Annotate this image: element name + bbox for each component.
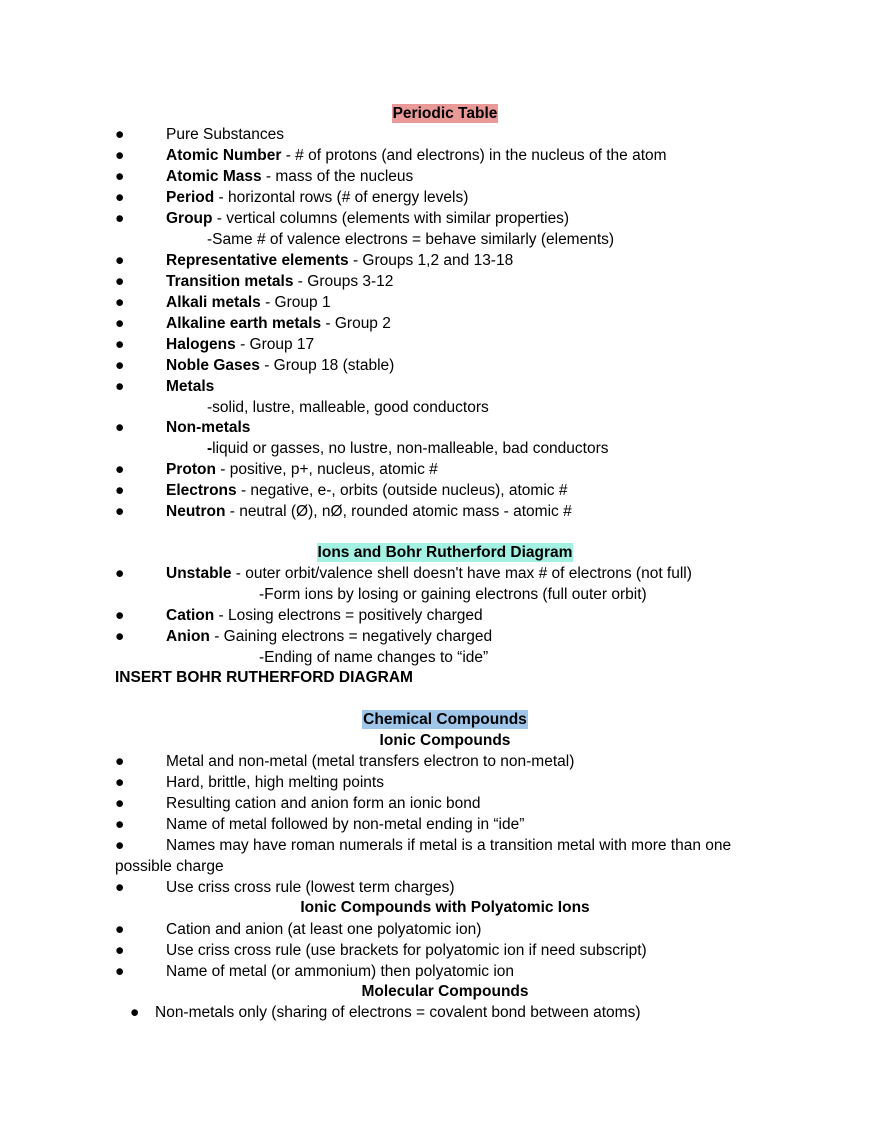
term: Period bbox=[166, 189, 215, 206]
ionic-item-wrap: possible charge bbox=[115, 858, 224, 875]
ionic-item-text bbox=[166, 878, 455, 897]
periodic-item bbox=[0, 481, 880, 500]
term: Atomic Number bbox=[166, 147, 282, 164]
periodic-item bbox=[0, 418, 880, 437]
bullet-icon: ● bbox=[115, 607, 125, 624]
unstable-note: -Form ions by losing or gaining electrons (full outer orbit) bbox=[259, 586, 647, 603]
section-title-ions: Ions and Bohr Rutherford Diagram bbox=[317, 544, 573, 561]
bullet-icon: ● bbox=[115, 168, 125, 185]
periodic-item-text bbox=[166, 356, 394, 375]
ions-item-text bbox=[166, 606, 483, 625]
periodic-item bbox=[0, 209, 880, 228]
definition: - Group 2 bbox=[321, 315, 391, 332]
ionic-item-text bbox=[166, 752, 574, 771]
polyatomic-item bbox=[0, 941, 880, 960]
bullet-icon: ● bbox=[115, 879, 125, 896]
subheading-polyatomic: Ionic Compounds with Polyatomic Ions bbox=[300, 899, 590, 916]
periodic-item-text bbox=[166, 146, 667, 165]
bullet-icon: ● bbox=[115, 378, 125, 395]
periodic-item bbox=[0, 502, 880, 521]
bullet-icon: ● bbox=[115, 419, 125, 436]
term: Metals bbox=[166, 378, 215, 395]
ionic-item bbox=[0, 878, 880, 897]
periodic-item-text bbox=[166, 209, 569, 228]
term: Atomic Mass bbox=[166, 168, 262, 185]
bullet-icon: ● bbox=[115, 273, 125, 290]
section-title-chemical-compounds: Chemical Compounds bbox=[363, 711, 527, 728]
definition: Resulting cation and anion form an ionic bond bbox=[166, 795, 481, 812]
definition: - positive, p+, nucleus, atomic # bbox=[215, 461, 438, 478]
polyatomic-item-text bbox=[166, 920, 481, 939]
polyatomic-item bbox=[0, 962, 880, 981]
periodic-item bbox=[0, 356, 880, 375]
bullet-icon: ● bbox=[115, 921, 125, 938]
periodic-item-text bbox=[166, 418, 250, 437]
term: Noble Gases bbox=[166, 357, 260, 374]
definition: - Gaining electrons = negatively charged bbox=[209, 628, 493, 645]
bullet-icon: ● bbox=[115, 942, 125, 959]
definition: Metal and non-metal (metal transfers electron to non-metal) bbox=[166, 753, 575, 770]
periodic-item-text bbox=[166, 460, 438, 479]
ionic-item-text bbox=[166, 794, 481, 813]
ionic-item bbox=[0, 752, 880, 771]
term: Unstable bbox=[166, 565, 232, 582]
definition: - Group 17 bbox=[235, 336, 315, 353]
periodic-item-text bbox=[166, 481, 567, 500]
bullet-icon: ● bbox=[115, 482, 125, 499]
bullet-icon: ● bbox=[115, 774, 125, 791]
periodic-item bbox=[0, 293, 880, 312]
definition: Hard, brittle, high melting points bbox=[166, 774, 384, 791]
bullet-icon: ● bbox=[115, 753, 125, 770]
periodic-item bbox=[0, 335, 880, 354]
bullet-icon: ● bbox=[115, 252, 125, 269]
definition: Non-metals only (sharing of electrons = covalent bond between atoms) bbox=[155, 1004, 641, 1021]
periodic-item-text bbox=[166, 188, 468, 207]
subheading-molecular: Molecular Compounds bbox=[361, 983, 529, 1000]
term: Neutron bbox=[166, 503, 226, 520]
definition: - Group 18 (stable) bbox=[259, 357, 395, 374]
definition: Names may have roman numerals if metal is a transition metal with more than one bbox=[166, 837, 732, 854]
bullet-icon: ● bbox=[115, 294, 125, 311]
periodic-item-text bbox=[166, 125, 284, 144]
group-note: -Same # of valence electrons = behave similarly (elements) bbox=[207, 231, 615, 248]
definition: - Groups 1,2 and 13-18 bbox=[348, 252, 514, 269]
term: Alkaline earth metals bbox=[166, 315, 322, 332]
term: Proton bbox=[166, 461, 216, 478]
nonmetals-note: -liquid or gasses, no lustre, non-malleable, bad conductors bbox=[207, 440, 609, 457]
periodic-item bbox=[0, 314, 880, 333]
term: Representative elements bbox=[166, 252, 349, 269]
term: Electrons bbox=[166, 482, 237, 499]
bullet-icon: ● bbox=[115, 147, 125, 164]
definition: Name of metal followed by non-metal ending in “ide” bbox=[166, 816, 525, 833]
subheading-ionic-compounds: Ionic Compounds bbox=[379, 732, 511, 749]
definition: - Group 1 bbox=[260, 294, 331, 311]
polyatomic-item-text bbox=[166, 941, 647, 960]
definition: Use criss cross rule (lowest term charges) bbox=[166, 879, 455, 896]
bullet-icon: ● bbox=[115, 336, 125, 353]
ionic-item bbox=[0, 836, 880, 855]
molecular-item bbox=[0, 1003, 880, 1022]
definition: - Losing electrons = positively charged bbox=[214, 607, 483, 624]
definition: - horizontal rows (# of energy levels) bbox=[214, 189, 469, 206]
ionic-item-text bbox=[166, 815, 524, 834]
ions-item bbox=[0, 564, 880, 583]
ions-item-text bbox=[166, 627, 492, 646]
ionic-item-text bbox=[166, 773, 384, 792]
periodic-item bbox=[0, 188, 880, 207]
ionic-item bbox=[0, 794, 880, 813]
definition: Use criss cross rule (use brackets for polyatomic ion if need subscript) bbox=[166, 942, 647, 959]
term: Transition metals bbox=[166, 273, 294, 290]
bullet-icon: ● bbox=[130, 1004, 140, 1021]
periodic-item-text bbox=[166, 293, 331, 312]
periodic-item bbox=[0, 146, 880, 165]
metals-note: -solid, lustre, malleable, good conductors bbox=[207, 399, 489, 416]
term: Anion bbox=[166, 628, 210, 645]
ions-item bbox=[0, 627, 880, 646]
definition: Name of metal (or ammonium) then polyatomic ion bbox=[166, 963, 515, 980]
bullet-icon: ● bbox=[115, 461, 125, 478]
ions-item bbox=[0, 606, 880, 625]
definition: Cation and anion (at least one polyatomic ion) bbox=[166, 921, 482, 938]
term: Halogens bbox=[166, 336, 236, 353]
definition: Pure Substances bbox=[166, 126, 285, 143]
bullet-icon: ● bbox=[115, 357, 125, 374]
definition: - outer orbit/valence shell doesn't have max # of electrons (not full) bbox=[231, 565, 692, 582]
term: Alkali metals bbox=[166, 294, 261, 311]
periodic-item-text bbox=[166, 314, 391, 333]
ionic-item bbox=[0, 773, 880, 792]
bullet-icon: ● bbox=[115, 315, 125, 332]
ionic-item-text bbox=[166, 836, 731, 855]
bullet-icon: ● bbox=[115, 189, 125, 206]
bullet-icon: ● bbox=[115, 795, 125, 812]
bullet-icon: ● bbox=[115, 565, 125, 582]
term: Group bbox=[166, 210, 213, 227]
polyatomic-item-text bbox=[166, 962, 514, 981]
bullet-icon: ● bbox=[115, 816, 125, 833]
section-title-periodic-table: Periodic Table bbox=[392, 105, 498, 122]
molecular-item-text bbox=[155, 1003, 641, 1022]
definition: - mass of the nucleus bbox=[261, 168, 414, 185]
periodic-item-text bbox=[166, 377, 214, 396]
periodic-item-text bbox=[166, 272, 393, 291]
bullet-icon: ● bbox=[115, 837, 125, 854]
periodic-item bbox=[0, 251, 880, 270]
anion-note: -Ending of name changes to “ide” bbox=[259, 649, 489, 666]
periodic-item bbox=[0, 125, 880, 144]
ionic-item bbox=[0, 815, 880, 834]
definition: - # of protons (and electrons) in the nucleus of the atom bbox=[281, 147, 667, 164]
insert-diagram-note: INSERT BOHR RUTHERFORD DIAGRAM bbox=[115, 669, 413, 686]
term: Non-metals bbox=[166, 419, 251, 436]
definition: - neutral (Ø), nØ, rounded atomic mass - atomic # bbox=[225, 503, 572, 520]
ions-item-text bbox=[166, 564, 692, 583]
periodic-item-text bbox=[166, 251, 513, 270]
periodic-item bbox=[0, 460, 880, 479]
periodic-item bbox=[0, 272, 880, 291]
periodic-item bbox=[0, 377, 880, 396]
bullet-icon: ● bbox=[115, 126, 125, 143]
definition: - Groups 3-12 bbox=[293, 273, 394, 290]
periodic-item-text bbox=[166, 502, 572, 521]
bullet-icon: ● bbox=[115, 963, 125, 980]
bullet-icon: ● bbox=[115, 210, 125, 227]
definition: - vertical columns (elements with similar properties) bbox=[212, 210, 570, 227]
polyatomic-item bbox=[0, 920, 880, 939]
bullet-icon: ● bbox=[115, 503, 125, 520]
periodic-item-text bbox=[166, 167, 413, 186]
definition: - negative, e-, orbits (outside nucleus), atomic # bbox=[236, 482, 568, 499]
term: Cation bbox=[166, 607, 215, 624]
bullet-icon: ● bbox=[115, 628, 125, 645]
periodic-item bbox=[0, 167, 880, 186]
periodic-item-text bbox=[166, 335, 314, 354]
